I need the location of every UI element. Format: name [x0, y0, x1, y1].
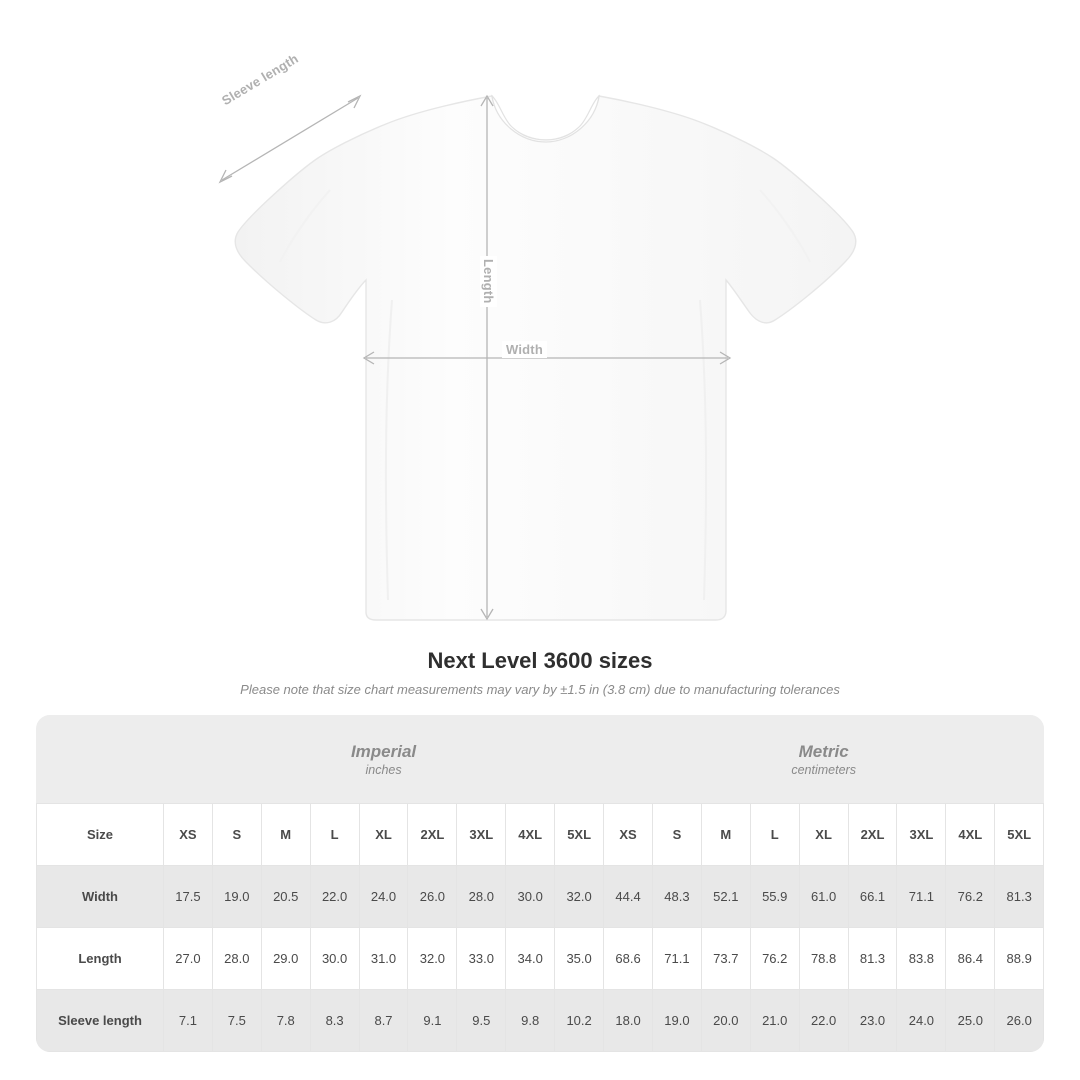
measurement-cell: 81.3	[995, 866, 1044, 928]
imperial-name: Imperial	[350, 741, 417, 761]
measurement-cell: 20.0	[701, 990, 750, 1052]
size-header-cell: 4XL	[946, 804, 995, 866]
row-label: Sleeve length	[37, 990, 164, 1052]
measurement-cell: 55.9	[750, 866, 799, 928]
table-row	[37, 928, 1044, 990]
size-header-cell: 3XL	[897, 804, 946, 866]
measurement-cell: 19.0	[653, 990, 702, 1052]
measurement-cell: 24.0	[897, 990, 946, 1052]
measurement-cell: 61.0	[799, 866, 848, 928]
size-header-cell: L	[310, 804, 359, 866]
measurement-cell: 9.1	[408, 990, 457, 1052]
measurement-cell: 24.0	[359, 866, 408, 928]
size-header-cell: 2XL	[408, 804, 457, 866]
unit-group-imperial	[164, 715, 604, 804]
sleeve-length-label: Sleeve length	[216, 48, 304, 110]
tolerance-note: Please note that size chart measurements may vary by ±1.5 in (3.8 cm) due to manufacturing tolerances	[240, 682, 840, 697]
measurement-cell: 88.9	[995, 928, 1044, 990]
measurement-cell: 9.8	[506, 990, 555, 1052]
measurement-cell: 73.7	[701, 928, 750, 990]
measurement-cell: 32.0	[408, 928, 457, 990]
measurement-cell: 30.0	[310, 928, 359, 990]
measurement-cell: 83.8	[897, 928, 946, 990]
size-header-cell: 5XL	[555, 804, 604, 866]
size-header-cell: XS	[604, 804, 653, 866]
measurement-cell: 33.0	[457, 928, 506, 990]
row-label: Width	[37, 866, 164, 928]
measurement-cell: 35.0	[555, 928, 604, 990]
measurement-cell: 23.0	[848, 990, 897, 1052]
measurement-cell: 34.0	[506, 928, 555, 990]
metric-name: Metric	[798, 741, 849, 761]
metric-sub: centimeters	[791, 763, 856, 778]
measurement-cell: 81.3	[848, 928, 897, 990]
unit-group-metric	[604, 715, 1044, 804]
measurement-cell: 7.1	[164, 990, 213, 1052]
size-header-cell: 3XL	[457, 804, 506, 866]
size-header-cell: M	[701, 804, 750, 866]
unit-header-row	[37, 715, 1044, 804]
measurement-cell: 8.7	[359, 990, 408, 1052]
size-header-cell: 5XL	[995, 804, 1044, 866]
measurement-cell: 10.2	[555, 990, 604, 1052]
measurement-cell: 17.5	[164, 866, 213, 928]
measurement-cell: 26.0	[408, 866, 457, 928]
measurement-cell: 20.5	[261, 866, 310, 928]
measurement-cell: 28.0	[457, 866, 506, 928]
measurement-cell: 21.0	[750, 990, 799, 1052]
size-header-label: Size	[37, 804, 164, 866]
measurement-cell: 7.5	[212, 990, 261, 1052]
measurement-cell: 71.1	[653, 928, 702, 990]
size-header-cell: XL	[359, 804, 408, 866]
measurement-cell: 86.4	[946, 928, 995, 990]
measurement-cell: 27.0	[164, 928, 213, 990]
measurement-cell: 28.0	[212, 928, 261, 990]
measurement-cell: 18.0	[604, 990, 653, 1052]
measurement-cell: 9.5	[457, 990, 506, 1052]
measurement-cell: 44.4	[604, 866, 653, 928]
page-title: Next Level 3600 sizes	[427, 648, 653, 673]
row-label: Length	[37, 928, 164, 990]
table-row	[37, 866, 1044, 928]
table-row	[37, 990, 1044, 1052]
measurement-cell: 71.1	[897, 866, 946, 928]
measurement-cell: 68.6	[604, 928, 653, 990]
size-header-cell: 4XL	[506, 804, 555, 866]
size-header-cell: XL	[799, 804, 848, 866]
size-header-cell: 2XL	[848, 804, 897, 866]
measurement-cell: 78.8	[799, 928, 848, 990]
measurement-cell: 30.0	[506, 866, 555, 928]
size-header-cell: M	[261, 804, 310, 866]
measurement-cell: 48.3	[653, 866, 702, 928]
measurement-cell: 25.0	[946, 990, 995, 1052]
length-label: Length	[480, 256, 497, 307]
size-chart-table	[36, 715, 1044, 1052]
measurement-cell: 22.0	[310, 866, 359, 928]
measurement-cell: 8.3	[310, 990, 359, 1052]
measurement-cell: 26.0	[995, 990, 1044, 1052]
title-block	[0, 648, 1080, 697]
measurement-cell: 76.2	[750, 928, 799, 990]
size-header-row	[37, 804, 1044, 866]
size-chart-table-wrapper	[36, 715, 1044, 1052]
measurement-cell: 32.0	[555, 866, 604, 928]
imperial-sub: inches	[365, 763, 402, 778]
measurement-cell: 76.2	[946, 866, 995, 928]
measurement-cell: 19.0	[212, 866, 261, 928]
measurement-cell: 29.0	[261, 928, 310, 990]
size-header-cell: S	[212, 804, 261, 866]
measurement-cell: 66.1	[848, 866, 897, 928]
size-header-cell: L	[750, 804, 799, 866]
measurement-cell: 52.1	[701, 866, 750, 928]
width-label: Width	[502, 341, 547, 358]
measurement-cell: 7.8	[261, 990, 310, 1052]
measurement-cell: 22.0	[799, 990, 848, 1052]
measurement-cell: 31.0	[359, 928, 408, 990]
size-header-cell: S	[653, 804, 702, 866]
corner-cell	[37, 715, 164, 804]
size-header-cell: XS	[164, 804, 213, 866]
